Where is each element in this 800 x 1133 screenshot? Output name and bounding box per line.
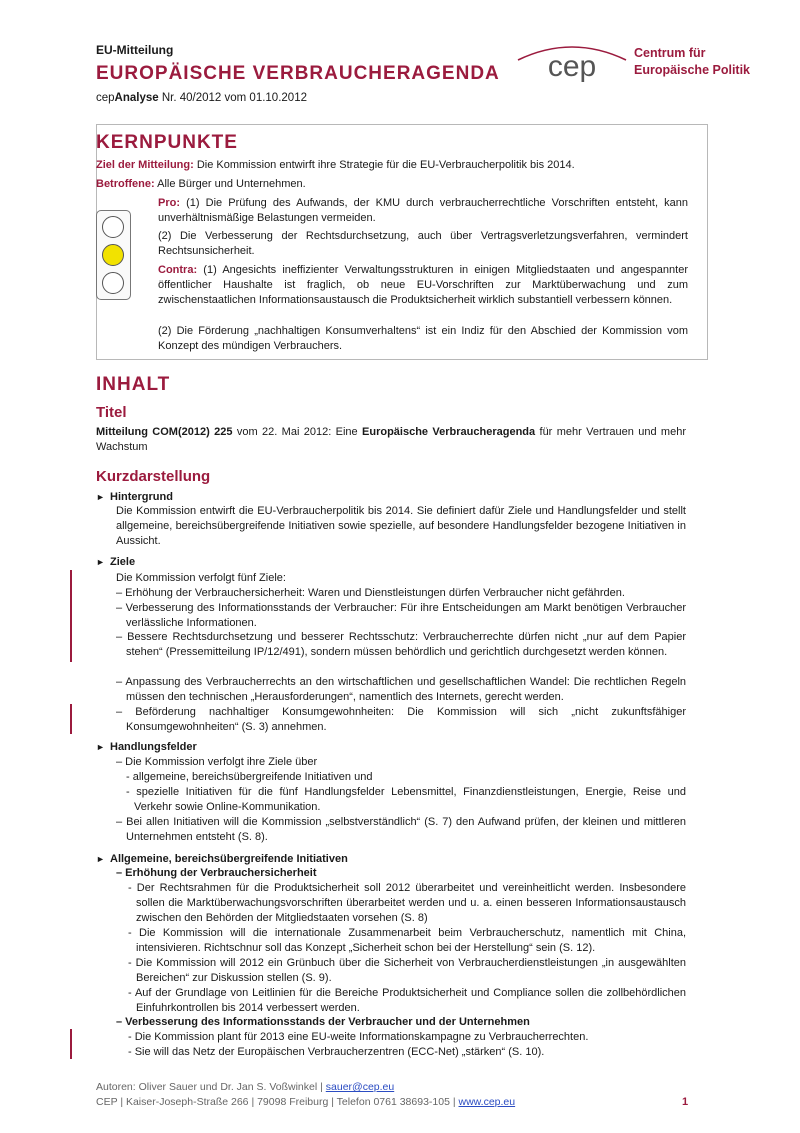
betroffene-label: Betroffene:: [96, 178, 155, 190]
document-title: EUROPÄISCHE VERBRAUCHERAGENDA: [96, 63, 500, 84]
footer-authors: [96, 1080, 515, 1095]
list-item: – Erhöhung der Verbrauchersicherheit: Waren und Dienstleistungen dürfen Verbraucher nicht gefährden.: [116, 587, 625, 599]
author-email-link[interactable]: sauer@cep.eu: [325, 1081, 395, 1093]
list-item: - Die Kommission will 2012 ein Grünbuch über die Sicherheit von Verbraucherdienstleistungen „in ausgewählten Bereichen“ zur Diskussion stellen (S. 9).: [128, 957, 686, 984]
list-item: - allgemeine, bereichsübergreifende Initiativen und: [126, 771, 373, 783]
list-item: - Der Rechtsrahmen für die Produktsicherheit soll 2012 überarbeitet und vereinheitlicht werden. Insbesondere sollen die Marktüberwachungsvorschriften überarbeitet werden und u. a. einen besseren Informationsaustausch zwischen den Behörden der Mitgliedstaaten vorsehen (S. 8): [128, 882, 686, 924]
lamp-bottom: [102, 272, 124, 294]
inhalt-title: INHALT: [96, 374, 171, 395]
ref-bold: Analyse: [114, 92, 159, 104]
list-item: - Die Kommission will die internationale Zusammenarbeit beim Verbraucherschutz, namentlich mit China, intensivieren. Richtschnur soll das Konzept „Sicherheit schon bei der Herstellung“ sein (S. 12).: [128, 927, 686, 954]
ziel-text: Die Kommission entwirft ihre Strategie für die EU-Verbraucherpolitik bis 2014.: [193, 159, 575, 171]
lamp-middle-yellow: [102, 244, 124, 266]
titel-end: für mehr Vertrauen und mehr Wachstum: [96, 426, 686, 453]
footer: [96, 1080, 515, 1110]
list-item: - Die Kommission plant für 2013 eine EU-weite Informationskampagne zu Verbraucherrechten.: [128, 1031, 589, 1043]
handlungsfelder-heading: [96, 741, 197, 753]
kernpunkte-title: KERNPUNKTE: [96, 132, 238, 153]
kurzdarstellung-heading: Kurzdarstellung: [96, 468, 211, 485]
hintergrund-label: Hintergrund: [110, 491, 173, 503]
margin-marker: [70, 704, 72, 734]
titel-heading: Titel: [96, 404, 127, 421]
footer-address: [96, 1095, 515, 1110]
contra-1: [158, 263, 688, 308]
cep-logo: [512, 38, 632, 90]
ref-prefix: cep: [96, 92, 115, 104]
hintergrund-heading: [96, 491, 173, 503]
margin-marker: [70, 570, 72, 662]
bullet-triangle-icon: ►: [96, 742, 105, 752]
allgemeine-initiativen-heading: [96, 853, 348, 865]
list-item: - Sie will das Netz der Europäischen Verbraucherzentren (ECC-Net) „stärken“ (S. 10).: [128, 1046, 545, 1058]
org-line-1: Centrum für: [634, 46, 706, 60]
contra-1-text: (1) Angesichts ineffizienter Verwaltungsstrukturen in einigen Mitgliedstaaten und angespannter öffentlicher Haushalte ist fraglich, ob neue EU-Vorschriften zur Marktüberwachung und zum zwischenstaatlichen Informationsaustausch die Produktsicherheit wirklich substantiell verbessern können.: [158, 264, 688, 306]
pro-label: Pro:: [158, 197, 180, 209]
ziele-label: Ziele: [110, 556, 136, 568]
list-item: – Bei allen Initiativen will die Kommission „selbstverständlich“ (S. 7) den Aufwand prüfen, der kleinen und mittleren Unternehmen entsteht (S. 8).: [116, 816, 686, 843]
sicherheit-heading: – Erhöhung der Verbrauchersicherheit: [116, 867, 317, 879]
document-kicker: EU-Mitteilung: [96, 43, 174, 57]
betroffene-line: [96, 177, 696, 192]
titel-bold-1: Mitteilung COM(2012) 225: [96, 426, 233, 438]
list-item: - spezielle Initiativen für die fünf Handlungsfelder Lebensmittel, Finanzdienstleistungen, Energie, Reise und Verkehr sowie Online-Kommunikation.: [126, 786, 686, 813]
contra-label: Contra:: [158, 264, 198, 276]
margin-marker: [70, 1029, 72, 1059]
bullet-triangle-icon: ►: [96, 492, 105, 502]
ziel-line: [96, 158, 696, 173]
titel-bold-2: Europäische Verbraucheragenda: [362, 426, 536, 438]
traffic-light-icon: [96, 210, 131, 300]
information-heading: – Verbesserung des Informationsstands der Verbraucher und der Unternehmen: [116, 1016, 530, 1028]
ref-rest: Nr. 40/2012 vom 01.10.2012: [158, 92, 307, 104]
ziele-heading: [96, 556, 135, 568]
footer-authors-text: Autoren: Oliver Sauer und Dr. Jan S. Voßwinkel |: [96, 1081, 326, 1093]
betroffene-text: Alle Bürger und Unternehmen.: [154, 178, 306, 190]
logo-text: cep: [547, 50, 597, 83]
analysis-reference: [96, 92, 307, 104]
org-line-2: Europäische Politik: [634, 63, 751, 77]
ziele-intro: Die Kommission verfolgt fünf Ziele:: [116, 572, 286, 584]
handlungsfelder-label: Handlungsfelder: [110, 741, 197, 753]
hintergrund-text: Die Kommission entwirft die EU-Verbraucherpolitik bis 2014. Sie definiert dafür Ziele und Handlungsfelder und stellt allgemeine, bereichsübergreifende Initiativen sowie spezielle, auf besondere Handlungsfelder bezogene Initiativen in Aussicht.: [116, 505, 686, 547]
list-item: – Die Kommission verfolgt ihre Ziele über: [116, 756, 318, 768]
titel-mid: vom 22. Mai 2012: Eine: [232, 426, 363, 438]
contra-2: (2) Die Förderung „nachhaltigen Konsumverhaltens“ ist ein Indiz für den Abschied der Kommission vom Konzept des mündigen Verbrauchers.: [158, 325, 688, 352]
pro-2: (2) Die Verbesserung der Rechtsdurchsetzung, auch über Vertragsverletzungsverfahren, vermindert Rechtsunsicherheit.: [158, 230, 688, 257]
pro-1-text: (1) Die Prüfung des Aufwands, der KMU durch verbraucherrechtliche Vorschriften entsteht, kann unverhältnismäßige Belastungen vermeiden.: [158, 197, 688, 224]
allgemeine-label: Allgemeine, bereichsübergreifende Initiativen: [110, 853, 348, 865]
bullet-triangle-icon: ►: [96, 854, 105, 864]
page-number: 1: [682, 1096, 689, 1108]
list-item: – Beförderung nachhaltiger Konsumgewohnheiten: Die Kommission will sich „nicht zukunftsfähiger Konsumgewohnheiten“ (S. 3) annehmen.: [116, 706, 686, 733]
list-item: – Verbesserung des Informationsstands der Verbraucher: Für ihre Entscheidungen am Markt benötigen Verbraucher verlässliche Informationen.: [116, 602, 686, 629]
bullet-triangle-icon: ►: [96, 557, 105, 567]
titel-text: [96, 425, 686, 455]
website-link[interactable]: www.cep.eu: [458, 1096, 516, 1108]
organization-name: [634, 45, 750, 79]
footer-address-text: CEP | Kaiser-Joseph-Straße 266 | 79098 Freiburg | Telefon 0761 38693-105 |: [96, 1096, 459, 1108]
list-item: - Auf der Grundlage von Leitlinien für die Bereiche Produktsicherheit und Compliance sollen die zollbehördlichen Einfuhrkontrollen bis 2014 verbessert werden.: [128, 987, 686, 1014]
pro-1: [158, 196, 688, 226]
list-item: – Bessere Rechtsdurchsetzung und besserer Rechtsschutz: Verbraucherrechte dürfen nicht „nur auf dem Papier stehen“ (Pressemitteilung IP/12/491), sondern müssen behördlich und gerichtlich durchgesetzt werden können.: [116, 631, 686, 658]
ziel-label: Ziel der Mitteilung:: [96, 159, 194, 171]
list-item: – Anpassung des Verbraucherrechts an den wirtschaftlichen und gesellschaftlichen Wandel: Die rechtlichen Regeln müssen den technischen „Herausforderungen“, namentlich des Internets, gerecht werden.: [116, 676, 686, 703]
lamp-top: [102, 216, 124, 238]
